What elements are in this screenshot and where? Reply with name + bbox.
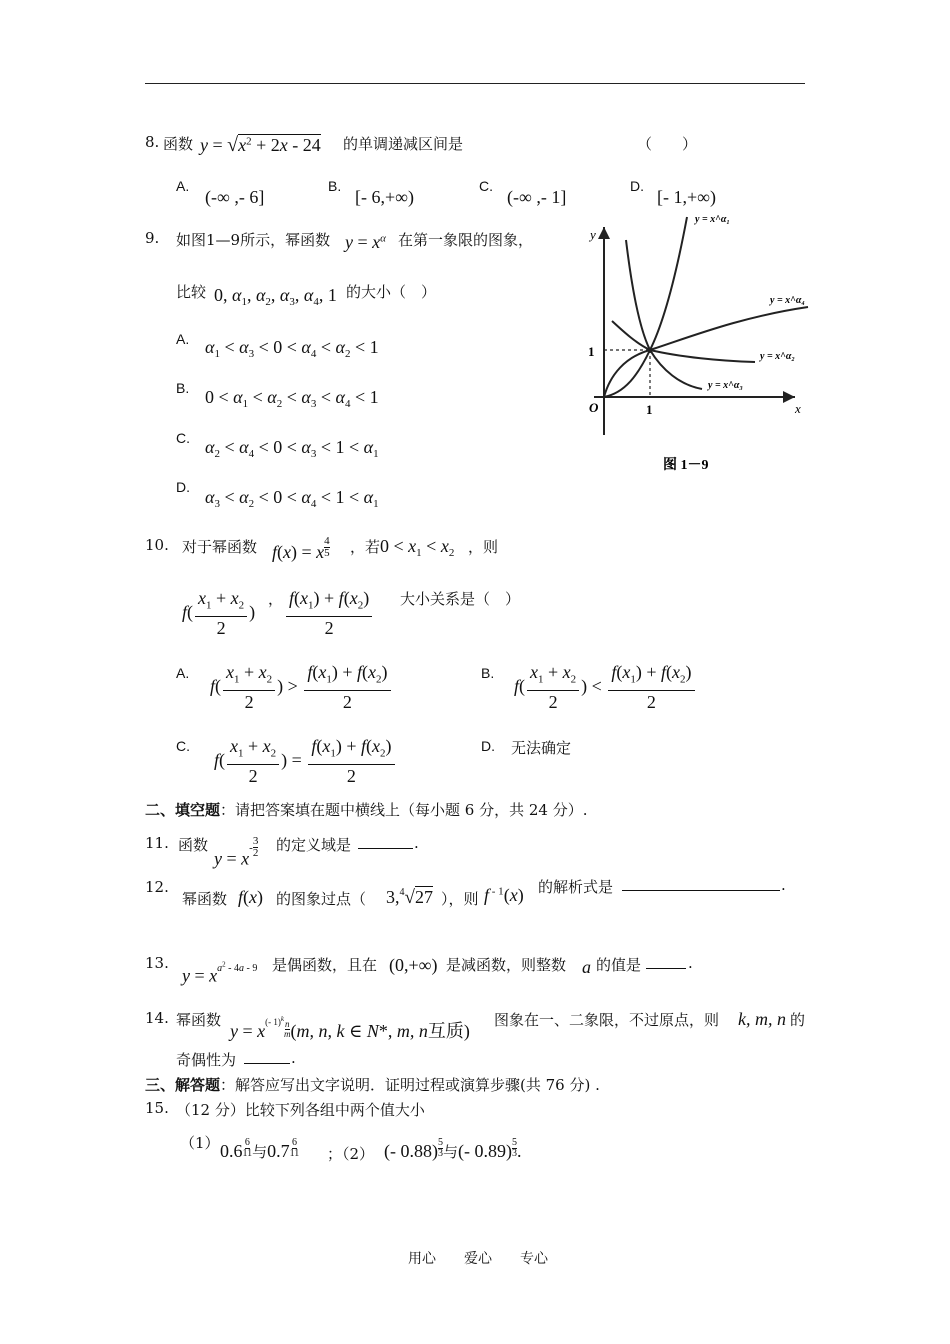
q8-prefix: 函数 (163, 135, 194, 153)
q12-mid: 的图象过点（ (276, 890, 367, 908)
q10-option-b-label: B. (481, 665, 495, 681)
curve-label-alpha2: y = x^α₂ (760, 351, 795, 362)
q9-formula: $y = x^\alpha$ (345, 232, 386, 252)
q8-option-d: [- 1,+∞) (657, 187, 716, 207)
q14-answer-blank[interactable] (244, 1049, 290, 1064)
q9-option-b-label: B. (176, 380, 190, 396)
curve-alpha1 (604, 217, 687, 397)
figure-axis-y-label: y (590, 227, 596, 242)
q13-formula: $y = x^{a^2 - 4a - 9}$ (182, 961, 258, 986)
q14-suffix: 的 (790, 1011, 806, 1029)
q13-end: . (688, 954, 693, 972)
q11-number: 11. (145, 834, 169, 852)
q13-mid2: 是减函数，则整数 (446, 956, 567, 974)
q8-suffix: 的单调递减区间是 (343, 135, 464, 153)
q9-option-a: $\alpha_1 < \alpha_3 < 0 < \alpha_4 < \alpha_2 < 1$ (205, 337, 379, 361)
q14-formula: $y = x^{(- 1)^k \frac{n}{m}}$ (m, n, k ∈ N*, m, n互质) (230, 1015, 470, 1041)
section3-desc: ：解答应写出文字说明．证明过程或演算步骤(共 76 分) . (220, 1076, 600, 1094)
q13-answer-blank[interactable] (646, 954, 686, 969)
q15-separator: ；（2） (327, 1145, 375, 1163)
q15-text: （12 分）比较下列各组中两个值大小 (176, 1101, 425, 1119)
q9-line1b: 在第一象限的图象， (398, 231, 534, 249)
q10-expr2: $\frac{f(x_1) + f(x_2)}{2}$ (284, 588, 374, 639)
page-footer: 用心 爱心 专心 (408, 1251, 548, 1267)
q14-line2: 奇偶性为 (176, 1051, 237, 1069)
q13-variable: a (582, 957, 591, 977)
curve-label-alpha4: y = x^α₄ (770, 295, 805, 306)
q9-option-c-label: C. (176, 430, 190, 446)
q9-option-c: $\alpha_2 < \alpha_4 < 0 < \alpha_3 < 1 < \alpha_1$ (205, 437, 379, 461)
curve-label-alpha3: y = x^α₃ (708, 380, 743, 391)
q10-prefix: 对于幂函数 (182, 538, 258, 556)
section3-heading (145, 1074, 600, 1095)
figure-origin-label: O (589, 400, 599, 415)
q12-point: 3,$^4$√27 (386, 887, 433, 908)
q10-option-c-label: C. (176, 738, 190, 754)
q8-option-c: (-∞ ,- 1] (507, 187, 567, 207)
q10-cond-prefix: ，若 (350, 538, 381, 556)
q11-formula: y = x- 3 2 (214, 835, 259, 869)
q8-option-a-label: A. (176, 178, 190, 194)
section2-desc: ：请把答案填在题中横线上（每小题 6 分，共 24 分）. (220, 801, 588, 819)
q13-mid: 是偶函数，且在 (272, 956, 378, 974)
q9-option-b: $0 < \alpha_1 < \alpha_2 < \alpha_3 < \alpha_4 < 1$ (205, 387, 379, 411)
q10-option-c: f( $\frac{x_1 + x_2}{2}$ ) = $\frac{f(x_1) + f(x_2)}{2}$ (214, 736, 397, 787)
q9-option-d: $\alpha_3 < \alpha_2 < 0 < \alpha_4 < 1 < \alpha_1$ (205, 487, 379, 511)
q9-line2b: 的大小（ ） (346, 283, 437, 301)
q13-suffix: 的值是 (596, 956, 642, 974)
q10-option-a: f( $\frac{x_1 + x_2}{2}$ ) > $\frac{f(x_1) + f(x_2)}{2}$ (210, 662, 393, 713)
q9-option-d-label: D. (176, 479, 190, 495)
q10-option-d: 无法确定 (511, 739, 572, 757)
q12-mid2: ），则 (441, 890, 479, 908)
figure-caption: 图 1－9 (663, 458, 709, 473)
q8-option-a: (-∞ ,- 6] (205, 187, 265, 207)
q13-number: 13. (145, 954, 169, 972)
q10-suffix: 大小关系是（ ） (400, 590, 521, 608)
q12-answer-blank[interactable] (622, 876, 780, 891)
q8-option-c-label: C. (479, 178, 493, 194)
figure-tick-y-label: 1 (588, 344, 595, 359)
q10-option-a-label: A. (176, 665, 190, 681)
q9-line2a: 比较 (176, 283, 207, 301)
q8-option-d-label: D. (630, 178, 644, 194)
section3-title: 三、解答题 (145, 1076, 221, 1094)
q10-option-b: f( $\frac{x_1 + x_2}{2}$ ) < $\frac{f(x_1) + f(x_2)}{2}$ (514, 662, 697, 713)
q10-number: 10. (145, 536, 169, 554)
q14-mid: 图象在一、二象限，不过原点，则 (494, 1011, 720, 1029)
q9-option-a-label: A. (176, 331, 190, 347)
q9-number: 9. (145, 229, 160, 247)
q12-inverse: f $^{- 1}$(x) (484, 885, 524, 905)
header-rule (145, 83, 805, 84)
q15-part1-label: （1） (180, 1134, 220, 1152)
q10-separator: ， (268, 590, 284, 608)
q14-number: 14. (145, 1009, 169, 1027)
q13-interval: (0,+∞) (389, 955, 438, 975)
q10-option-d-label: D. (481, 738, 495, 754)
q12-prefix: 幂函数 (182, 890, 228, 908)
q11-end: . (414, 834, 419, 852)
q8-option-b: [- 6,+∞) (355, 187, 414, 207)
q14-prefix: 幂函数 (176, 1011, 222, 1029)
q9-compare: 0, $\alpha_1$, $\alpha_2$, $\alpha_3$, $\alpha_4$, 1 (214, 285, 337, 309)
q10-function: f(x) = x $\frac{4}{5}$ (272, 535, 330, 562)
q8-answer-paren: （ ） (637, 135, 698, 153)
q10-expr1: f( $\frac{x_1 + x_2}{2}$ ) (182, 588, 256, 638)
q8-option-b-label: B. (328, 178, 342, 194)
q11-prefix: 函数 (178, 836, 209, 854)
q9-line1a: 如图1—9所示，幂函数 (176, 231, 331, 249)
q14-vars: k, m, n (738, 1009, 786, 1029)
figure-axis-x-label: x (795, 401, 801, 416)
q15-number: 15. (145, 1099, 169, 1117)
q10-condition: $0 < x_1 < x_2$ (380, 536, 455, 560)
figure-tick-x-label: 1 (646, 402, 653, 417)
q12-suffix: 的解析式是 (538, 878, 614, 896)
section2-heading (145, 799, 588, 820)
q9-power-function-figure (570, 205, 815, 480)
section2-title: 二、填空题 (145, 801, 221, 819)
q15-part2: (- 0.88) $\frac{5}{3}$ 与(- 0.89) $\frac{5}{3}$ . (384, 1137, 522, 1161)
curve-label-alpha1: y = x^α₁ (695, 214, 730, 225)
q15-part1: 0.6 $\frac{6}{11}$ 与0.7 $\frac{6}{11}$ (220, 1137, 300, 1161)
q11-answer-blank[interactable] (358, 834, 413, 849)
q10-cond-suffix: ，则 (468, 538, 499, 556)
q12-number: 12. (145, 878, 169, 896)
q11-suffix: 的定义域是 (276, 836, 352, 854)
q12-fx: f(x) (238, 887, 264, 907)
q12-end: . (781, 876, 786, 894)
q8-formula: $y = √x^2 + 2x - 24$ (200, 134, 321, 156)
q14-end: . (291, 1049, 296, 1067)
q8-number: 8. (145, 133, 160, 151)
